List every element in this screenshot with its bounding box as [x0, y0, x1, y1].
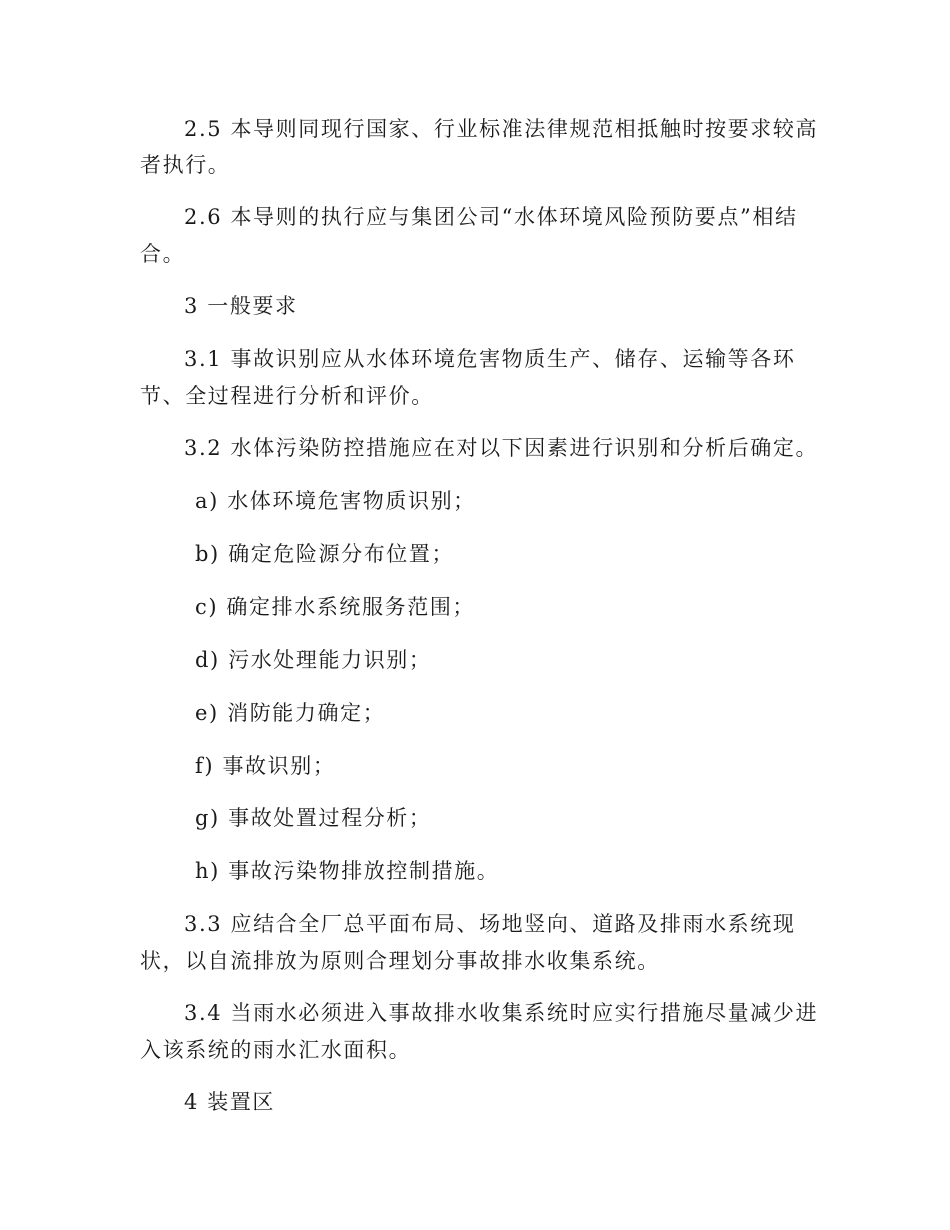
clause-3-3-line-1: 3.3 应结合全厂总平面布局、场地竖向、道路及排雨水系统现 — [184, 912, 796, 936]
section-4-heading: 4 装置区 — [184, 1090, 276, 1114]
clause-3-3-line-2: 状，以自流排放为原则合理划分事故排水收集系统。 — [140, 949, 660, 973]
clause-3-4-line-2: 入该系统的雨水汇水面积。 — [140, 1038, 412, 1062]
clause-2-6-line-1: 2.6 本导则的执行应与集团公司“水体环境风险预防要点”相结 — [184, 205, 798, 229]
list-item-f: f) 事故识别； — [195, 754, 336, 778]
clause-2-5-line-2: 者执行。 — [140, 153, 231, 177]
clause-3-1-line-1: 3.1 事故识别应从水体环境危害物质生产、储存、运输等各环 — [184, 347, 796, 371]
list-item-d: d) 污水处理能力识别； — [195, 648, 432, 672]
clause-3-2-line-1: 3.2 水体污染防控措施应在对以下因素进行识别和分析后确定。 — [184, 436, 819, 460]
list-item-h: h) 事故污染物排放控制措施。 — [195, 859, 500, 883]
clause-2-5-line-1: 2.5 本导则同现行国家、行业标准法律规范相抵触时按要求较高 — [184, 117, 819, 141]
section-3-heading: 3 一般要求 — [184, 294, 298, 318]
clause-2-6-line-2: 合。 — [140, 242, 186, 266]
list-item-g: g) 事故处置过程分析； — [195, 806, 432, 830]
list-item-c: c) 确定排水系统服务范围； — [195, 595, 476, 619]
clause-3-1-line-2: 节、全过程进行分析和评价。 — [140, 384, 434, 408]
list-item-b: b) 确定危险源分布位置； — [195, 542, 455, 566]
clause-3-4-line-1: 3.4 当雨水必须进入事故排水收集系统时应实行措施尽量减少进 — [184, 1001, 819, 1025]
list-item-a: a) 水体环境危害物质识别； — [195, 489, 476, 513]
list-item-e: e) 消防能力确定； — [195, 701, 386, 725]
